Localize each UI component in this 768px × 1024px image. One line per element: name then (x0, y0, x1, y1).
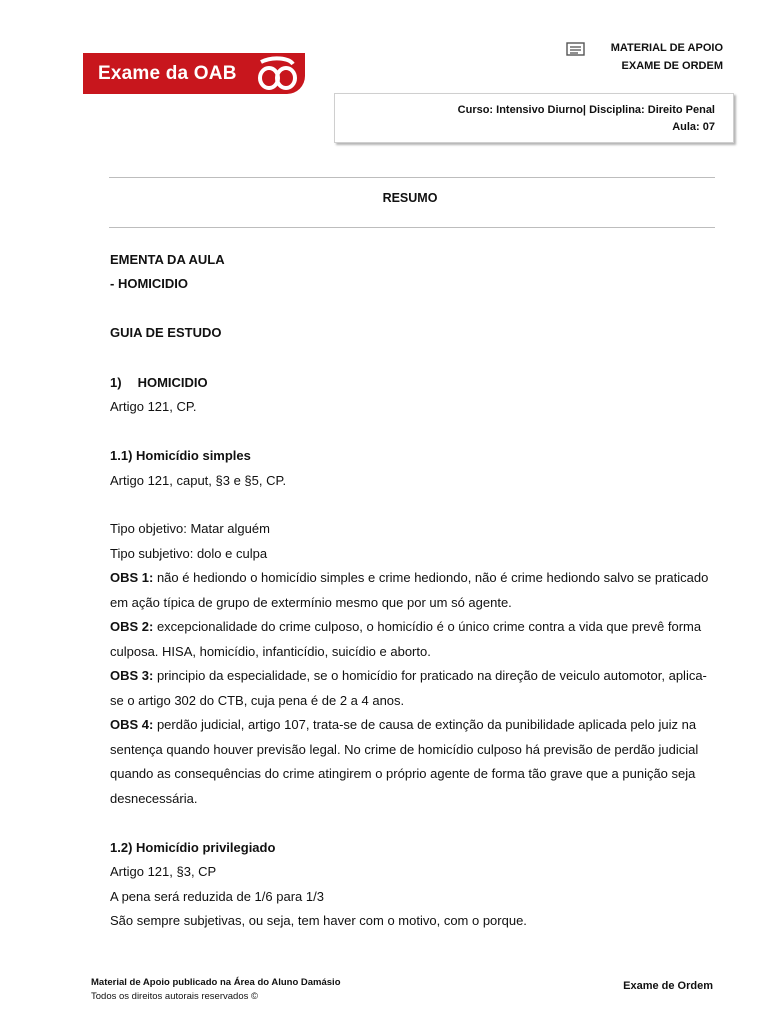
obs1-line-1 (110, 570, 708, 586)
divider-top (109, 177, 715, 178)
tipo-objetivo: Tipo objetivo: Matar alguém (110, 521, 270, 536)
obs4-line-2: sentença quando houver previsão legal. No crime de homicídio culposo há previsão de perdão judicial (110, 742, 699, 757)
obs3-text-1: principio da especialidade, se o homicídio for praticado na direção de veiculo automotor, aplica- (153, 668, 707, 683)
section-1-2-line-1: A pena será reduzida de 1/6 para 1/3 (110, 889, 324, 904)
document-icon (566, 42, 586, 56)
ementa-heading: EMENTA DA AULA (110, 252, 225, 267)
oab-emblem-icon (253, 54, 301, 94)
guia-heading: GUIA DE ESTUDO (110, 325, 222, 340)
divider-bottom (109, 227, 715, 228)
aula-label: Aula (672, 121, 697, 133)
exam-label: EXAME DE ORDEM (621, 60, 723, 72)
obs4-line-4: desnecessária. (110, 791, 198, 806)
course-line: Curso: Intensivo Diurno| Disciplina: Direito Penal (457, 104, 715, 116)
obs1-label: OBS 1: (110, 570, 154, 585)
course-info-box (334, 93, 734, 143)
obs1-line-2: em ação típica de grupo de extermínio mesmo que por um só agente. (110, 595, 512, 610)
footer-publisher: Material de Apoio publicado na Área do Aluno Damásio (91, 977, 341, 988)
section-1-1-heading: 1.1) Homicídio simples (110, 448, 251, 463)
section-1-number: 1) (110, 375, 122, 390)
section-1-1-ref: Artigo 121, caput, §3 e §5, CP. (110, 473, 287, 488)
obs3-line-2: se o artigo 302 do CTB, cuja pena é de 2 a 4 anos. (110, 693, 405, 708)
aula-value: : 07 (696, 121, 715, 133)
section-1-2-line-2: São sempre subjetivas, ou seja, tem haver com o motivo, com o porque. (110, 913, 527, 928)
obs2-text-1: excepcionalidade do crime culposo, o homicídio é o único crime contra a vida que prevê forma (153, 619, 702, 634)
obs3-label: OBS 3: (110, 668, 154, 683)
obs2-line-2: culposa. HISA, homicídio, infanticídio, suicídio e aborto. (110, 644, 431, 659)
page-title: RESUMO (382, 191, 438, 205)
obs4-text-1: perdão judicial, artigo 107, trata-se de causa de extinção da punibilidade aplicada pelo juiz na (153, 717, 697, 732)
exame-oab-logo (83, 53, 305, 94)
logo-text: Exame da OAB (98, 63, 237, 84)
material-label: MATERIAL DE APOIO (610, 42, 723, 54)
obs2-line-1 (110, 619, 701, 635)
section-1-ref: Artigo 121, CP. (110, 399, 197, 414)
obs2-label: OBS 2: (110, 619, 154, 634)
footer-right: Exame de Ordem (623, 980, 713, 992)
ementa-item: - HOMICIDIO (110, 276, 188, 291)
section-1-2-ref: Artigo 121, §3, CP (110, 864, 217, 879)
footer-copyright: Todos os direitos autorais reservados © (91, 991, 258, 1002)
section-1-title: HOMICIDIO (137, 375, 208, 390)
obs3-line-1 (110, 668, 707, 684)
tipo-subjetivo: Tipo subjetivo: dolo e culpa (110, 546, 268, 561)
aula-line (672, 121, 715, 133)
obs4-line-3: quando as consequências do crime atingirem o próprio agente de forma tão grave que a punição seja (110, 766, 696, 781)
footer-left (91, 976, 341, 1004)
obs4-label: OBS 4: (110, 717, 154, 732)
section-1-2-heading: 1.2) Homicídio privilegiado (110, 840, 276, 855)
section-1-heading (110, 375, 208, 391)
obs1-text-1: não é hediondo o homicídio simples e crime hediondo, não é crime hediondo salvo se praticado (153, 570, 709, 585)
obs4-line-1 (110, 717, 696, 733)
